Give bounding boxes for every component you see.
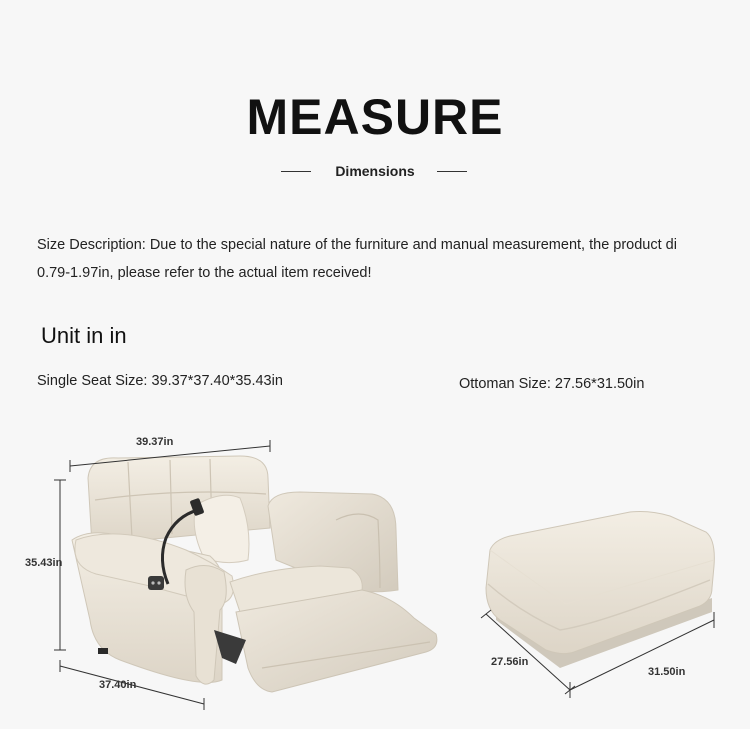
dim-ottoman-width: 31.50in: [648, 666, 686, 678]
unit-label: Unit in in: [41, 323, 127, 348]
page-subtitle: Dimensions: [335, 163, 415, 179]
size-description-continued: 0.79-1.97in, please refer to the actual item received!: [37, 265, 372, 281]
size-description: Size Description: Due to the special nature of the furniture and manual measurement, the product di: [37, 237, 677, 253]
dim-seat-depth: 37.40in: [99, 679, 137, 691]
recliner-sofa-image: [72, 456, 437, 692]
single-seat-size: Single Seat Size: 39.37*37.40*35.43in: [37, 373, 283, 389]
page-title: MEASURE: [246, 89, 504, 145]
dim-seat-height: 35.43in: [25, 557, 63, 569]
ottoman-size: Ottoman Size: 27.56*31.50in: [459, 376, 645, 392]
dim-ottoman-depth: 27.56in: [491, 656, 529, 668]
dim-seat-width: 39.37in: [136, 436, 174, 448]
